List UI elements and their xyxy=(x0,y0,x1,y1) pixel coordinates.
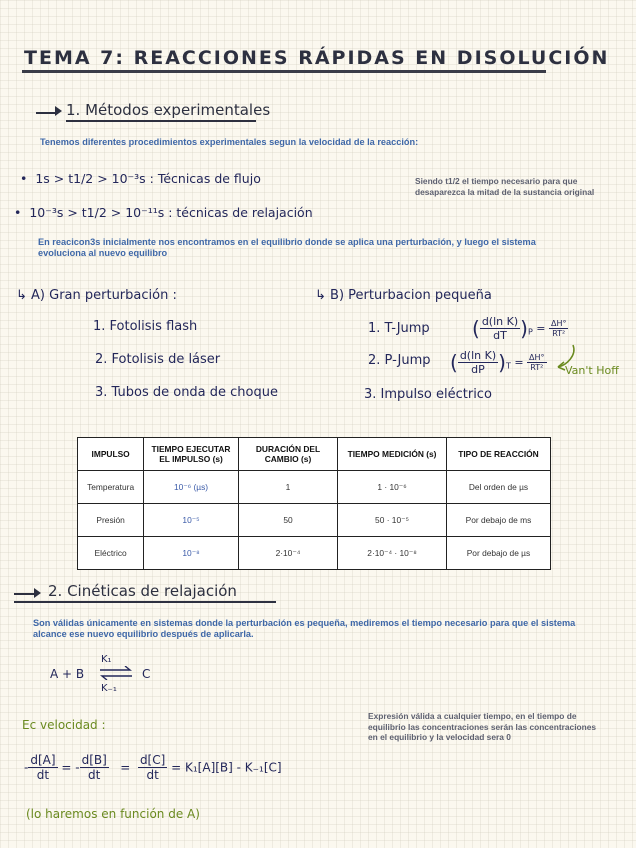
section2-heading: 2. Cinéticas de relajación xyxy=(48,582,237,600)
t-jump-sub: P xyxy=(527,327,533,337)
rate-num-b: d[B] xyxy=(81,753,107,767)
p-jump-den: dP xyxy=(471,363,485,376)
table-cell: Del orden de µs xyxy=(446,471,550,504)
range-relaxation: • 10⁻³s > t1/2 > 10⁻¹¹s : técnicas de relajación xyxy=(14,205,313,220)
table-cell: 10⁻⁶ (µs) xyxy=(144,471,239,504)
table-cell: 1 xyxy=(238,471,337,504)
table-cell: Por debajo de ms xyxy=(446,504,550,537)
table-cell: Por debajo de µs xyxy=(446,537,550,570)
reaction-rhs: C xyxy=(142,667,151,681)
vant-hoff-label: Van't Hoff xyxy=(565,364,619,377)
k-reverse-label: K₋₁ xyxy=(101,683,117,694)
range-flow-text: 1s > t1/2 > 10⁻³s : Técnicas de flujo xyxy=(35,171,261,186)
rate-num-a: d[A] xyxy=(30,753,56,767)
reaction-lhs: A + B xyxy=(50,667,85,681)
p-jump-sub: T xyxy=(505,361,511,371)
t-jump-rhs-den: RT² xyxy=(552,329,566,338)
p-jump-label: 2. P-Jump xyxy=(368,353,431,368)
table-header: TIPO DE REACCIÓN xyxy=(446,438,550,471)
table-cell: Temperatura xyxy=(78,471,144,504)
equilibrium-note: En reacicon3s inicialmente nos encontramos en el equilibrio donde se aplica una perturbación, y luego el sistema evoluciona al nuevo equilibro xyxy=(38,237,536,258)
table-header: DURACIÓN DEL CAMBIO (s) xyxy=(238,438,337,471)
p-jump-rhs-num: ΔH° xyxy=(529,353,545,362)
relaxation-intro: Son válidas únicamente en sistemas donde la perturbación es pequeña, mediremos el tiempo necesario para que el sistema alcance ese nuevo equilibrio después de aplicarla. xyxy=(33,618,576,639)
section1-heading: 1. Métodos experimentales xyxy=(66,101,271,119)
table-cell: 2·10⁻⁴ · 10⁻⁸ xyxy=(338,537,447,570)
table-header: IMPULSO xyxy=(78,438,144,471)
table-row xyxy=(78,504,551,537)
t-jump-den: dT xyxy=(493,329,507,342)
arrow-icon xyxy=(34,588,41,598)
rate-den-c: dt xyxy=(146,768,159,782)
section1-underline xyxy=(66,120,256,122)
half-life-note: Siendo t1/2 el tiempo necesario para que desaparezca la mitad de la sustancia original xyxy=(415,176,595,197)
t-jump-num: d(ln K) xyxy=(481,315,519,328)
small-perturbation-heading: ↳ B) Perturbacion pequeña xyxy=(315,288,492,303)
methods-intro: Tenemos diferentes procedimientos experimentales segun la velocidad de la reacción: xyxy=(40,137,419,147)
table-header-row xyxy=(78,438,551,471)
page-title: TEMA 7: REACCIONES RÁPIDAS EN DISOLUCIÓN xyxy=(24,47,610,69)
t-jump-label: 1. T-Jump xyxy=(368,321,430,336)
title-underline xyxy=(22,70,546,73)
k-forward-label: K₁ xyxy=(101,654,112,665)
rate-den-b: dt xyxy=(88,768,101,782)
p-jump-rhs-den: RT² xyxy=(530,363,544,372)
table-cell: 10⁻⁸ xyxy=(144,537,239,570)
rate-num-c: d[C] xyxy=(139,753,166,767)
rate-equation-label: Ec velocidad : xyxy=(22,718,106,732)
big-item-1: 1. Fotolisis flash xyxy=(93,319,198,334)
validity-note: Expresión válida a cualquier tiempo, en el tiempo de equilibrio las concentraciones serán las concentraciones en el equilibrio y la velocidad sera 0 xyxy=(368,711,597,742)
table-cell: Eléctrico xyxy=(78,537,144,570)
range-flow: • 1s > t1/2 > 10⁻³s : Técnicas de flujo xyxy=(20,171,261,186)
table-cell: 50 · 10⁻⁵ xyxy=(338,504,447,537)
big-perturbation-heading: ↳ A) Gran perturbación : xyxy=(16,288,177,303)
rate-den-a: dt xyxy=(36,768,50,782)
table-row xyxy=(78,471,551,504)
section2-underline xyxy=(14,601,276,603)
table-cell: 10⁻⁵ xyxy=(144,504,239,537)
closing-note: (lo haremos en función de A) xyxy=(26,807,200,821)
table-cell: 1 · 10⁻⁶ xyxy=(338,471,447,504)
range-relaxation-text: 10⁻³s > t1/2 > 10⁻¹¹s : técnicas de relajación xyxy=(29,205,313,220)
p-jump-num: d(ln K) xyxy=(459,349,497,362)
table-cell: Presión xyxy=(78,504,144,537)
big-item-3: 3. Tubos de onda de choque xyxy=(95,385,278,400)
rate-equation: - $\frac{d[A]}{dt}$ = - $\frac{d[B]}{dt}$ = $\frac{d[C]}{dt}$ = K₁[A][B] - K₋₁[C] xyxy=(24,753,282,782)
t-jump-rhs-num: ΔH° xyxy=(550,319,567,328)
table-cell: 50 xyxy=(238,504,337,537)
table-row xyxy=(78,537,551,570)
arrow-icon xyxy=(55,106,62,116)
table-header: TIEMPO EJECUTAR EL IMPULSO (s) xyxy=(144,438,239,471)
table-cell: 2·10⁻⁴ xyxy=(238,537,337,570)
equilibrium-arrows-icon xyxy=(98,666,134,680)
table-header: TIEMPO MEDICIÓN (s) xyxy=(338,438,447,471)
rate-rhs: = K₁[A][B] - K₋₁[C] xyxy=(171,760,282,775)
small-item-3: 3. Impulso eléctrico xyxy=(364,387,492,402)
big-item-2: 2. Fotolisis de láser xyxy=(95,352,221,367)
t-jump-equation: ( $\frac{\text{d(ln K)}}{dT}$ )$_P$ = $\frac{\Delta H^\circ}{\text{RT²}}$ xyxy=(472,315,567,342)
p-jump-equation: ( $\frac{\text{d(ln K)}}{dP}$ )$_T$ = $\frac{\Delta H^\circ}{\text{RT²}}$ xyxy=(450,349,545,376)
section2-arrow-line xyxy=(14,593,36,595)
impulse-table xyxy=(77,437,551,570)
